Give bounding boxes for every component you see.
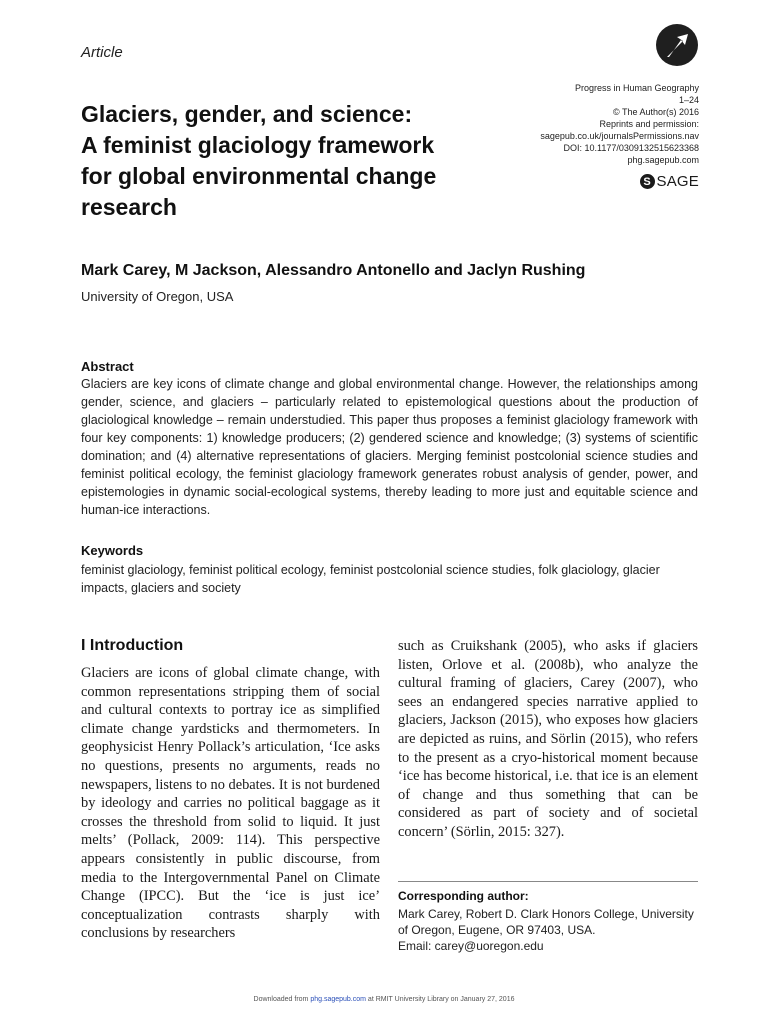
sage-wordmark: SAGE <box>656 173 699 190</box>
title-line: research <box>81 194 177 220</box>
abstract-heading: Abstract <box>81 359 134 374</box>
author-list: Mark Carey, M Jackson, Alessandro Antonello and Jaclyn Rushing <box>81 262 586 279</box>
permissions-link[interactable]: sagepub.co.uk/journalsPermissions.nav <box>540 131 699 141</box>
sage-logo <box>640 173 699 190</box>
article-type-label: Article <box>81 44 123 61</box>
title-line: A feminist glaciology framework <box>81 132 435 158</box>
reprints-label: Reprints and permission: <box>599 119 699 129</box>
introduction-heading: I Introduction <box>81 637 184 654</box>
doi[interactable]: DOI: 10.1177/0309132515623368 <box>563 143 699 153</box>
journal-info <box>540 82 699 166</box>
journal-site-link[interactable]: phg.sagepub.com <box>627 155 699 165</box>
keywords-text: feminist glaciology, feminist political ecology, feminist postcolonial science studies, folk glaciology, glacier impacts, glaciers and society <box>81 563 660 595</box>
footer-suffix: at RMIT University Library on January 27, 2016 <box>365 996 515 1003</box>
title-line: Glaciers, gender, and science: <box>81 101 413 127</box>
affiliation: University of Oregon, USA <box>81 289 234 304</box>
footnote-divider <box>398 881 698 882</box>
footer-prefix: Downloaded from <box>253 996 311 1003</box>
introduction-left-column: Glaciers are icons of global climate change, with common representations stripping them of social and cultural contexts to portray ice as simplified climate change yardsticks and thermometers. In geophysicist Henry Pollack’s articulation, ‘Ice asks no questions, presents no arguments, reads no newspapers, listens to no debates. It is not burdened by ideology and carries no political baggage as it crosses the threshold from solid to liquid. It just melts’ (Pollack, 2009: 114). This perspective appears consistently in public discourse, from media to the Intergovernmental Panel on Climate Change (IPCC). But the ‘ice is just ice’ conceptualization contrasts sharply with conclusions by researchers <box>81 665 380 942</box>
introduction-right-column: such as Cruikshank (2005), who asks if glaciers listen, Orlove et al. (2008b), who analyze the cultural framing of glaciers, Carey (2007), who sees an endangered species narrative applied to glaciers, Jackson (2015), who exposes how glaciers are depicted as ruins, and Sörlin (2015), who refers to the present as a cryo-historical moment because ‘ice has become historical, i.e. that ice is an element of change and thus something that can be considered as part of society and of societal concern’ (Sörlin, 2015: 327). <box>398 638 698 840</box>
download-footer <box>0 996 768 1003</box>
corresponding-author-heading: Corresponding author: <box>398 889 529 903</box>
keywords-heading: Keywords <box>81 543 144 558</box>
open-access-arrow-icon <box>656 24 698 66</box>
title-line: for global environmental change <box>81 163 437 189</box>
journal-pages: 1–24 <box>678 95 699 105</box>
corresponding-author-details <box>398 906 703 954</box>
corresponding-address: Mark Carey, Robert D. Clark Honors College, University of Oregon, Eugene, OR 97403, USA. <box>398 907 694 937</box>
copyright: © The Author(s) 2016 <box>612 107 699 117</box>
journal-name: Progress in Human Geography <box>574 83 699 93</box>
paper-title <box>81 99 501 223</box>
abstract-text: Glaciers are key icons of climate change and global environmental change. However, the relationships among gender, science, and glaciers – particularly related to epistemological questions about the production of glaciological knowledge – remain understudied. This paper thus proposes a feminist glaciology framework with four key components: 1) knowledge producers; (2) gendered science and knowledge; (3) systems of scientific domination; and (4) alternative representations of glaciers. Merging feminist postcolonial science studies and feminist political ecology, the feminist glaciology framework generates robust analysis of gender, power, and epistemologies in dynamic social-ecological systems, thereby leading to more just and equitable science and human-ice interactions. <box>81 377 698 517</box>
sage-logo-icon: S <box>640 174 655 189</box>
footer-link[interactable]: phg.sagepub.com <box>310 996 366 1003</box>
corresponding-email[interactable]: Email: carey@uoregon.edu <box>398 939 544 953</box>
